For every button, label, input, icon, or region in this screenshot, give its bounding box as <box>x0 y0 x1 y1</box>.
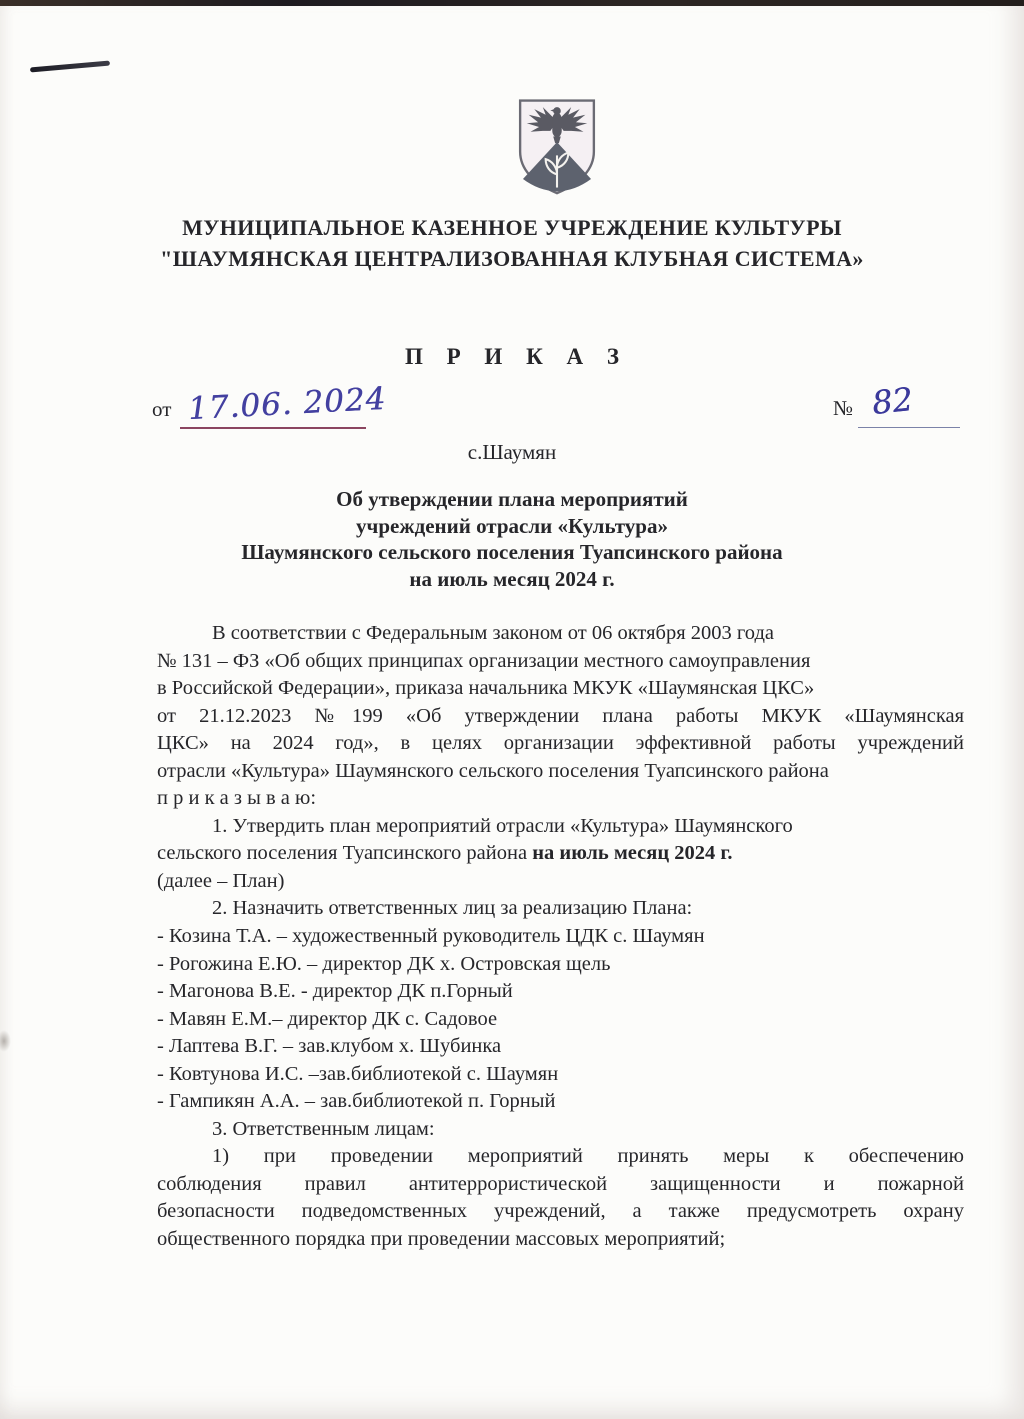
subject-line4: на июль месяц 2024 г. <box>409 566 615 591</box>
body-line: № 131 – ФЗ «Об общих принципах организации местного самоуправления <box>157 649 811 672</box>
subject-line2: учреждений отрасли «Культура» <box>356 513 668 538</box>
order-body <box>157 620 964 1254</box>
responsible-person: - Магонова В.Е. - директор ДК п.Горный <box>157 980 513 1003</box>
subitem-line: 1) при проведении мероприятий принять меры к обеспечению <box>212 1145 964 1168</box>
responsible-person: - Мавян Е.М.– директор ДК с. Садовое <box>157 1007 498 1030</box>
body-line: В соответствии с Федеральным законом от 06 октября 2003 года <box>212 622 774 644</box>
handwritten-date: 17.06. 2024 <box>187 380 388 428</box>
smudge-artifact <box>0 1030 11 1052</box>
responsible-person: - Гампикян А.А. – зав.библиотекой п. Горный <box>157 1090 556 1113</box>
subject-line1: Об утверждении плана мероприятий <box>336 487 688 511</box>
body-line: ЦКС» на 2024 год», в целях организации эффективной работы учреждений <box>157 732 964 755</box>
place-name: с.Шаумян <box>467 440 557 464</box>
item1-line3: (далее – План) <box>157 869 285 892</box>
subitem-line: безопасности подведомственных учреждений, а также предусмотреть охрану <box>157 1200 964 1223</box>
handwritten-number: 82 <box>870 379 915 423</box>
number-underline <box>858 427 960 428</box>
item1-line2-bold: на июль месяц 2024 г. <box>527 842 733 865</box>
subject-line3: Шаумянского сельского поселения Туапсинского района <box>241 540 783 564</box>
body-line: в Российской Федерации», приказа начальника МКУК «Шаумянская ЦКС» <box>157 677 815 700</box>
subitem-line: общественного порядка при проведении массовых мероприятий; <box>157 1228 726 1251</box>
item1-line2-normal: сельского поселения Туапсинского района <box>157 842 528 865</box>
coat-of-arms-icon <box>514 93 600 197</box>
body-line: отрасли «Культура» Шаумянского сельского поселения Туапсинского района <box>157 759 829 782</box>
subitem-line: соблюдения правил антитеррористической защищенности и пожарной <box>157 1172 964 1195</box>
organization-name-line1: МУНИЦИПАЛЬНОЕ КАЗЕННОЕ УЧРЕЖДЕНИЕ КУЛЬТУРЫ <box>182 215 842 240</box>
responsible-person: - Рогожина Е.Ю. – директор ДК х. Островская щель <box>157 952 611 975</box>
scan-edge-artifact <box>0 0 1024 6</box>
organization-name <box>0 212 1024 274</box>
responsible-person: - Козина Т.А. – художественный руководитель ЦДК с. Шаумян <box>157 925 705 948</box>
date-label: от <box>152 397 172 421</box>
document-type-title: П Р И К А З <box>404 344 628 369</box>
organization-name-line2: "ШАУМЯНСКАЯ ЦЕНТРАЛИЗОВАННАЯ КЛУБНАЯ СИСТЕМА» <box>160 246 864 271</box>
number-label: № <box>833 396 854 420</box>
item2-line: 2. Назначить ответственных лиц за реализацию Плана: <box>212 897 693 920</box>
body-line: от 21.12.2023 №199 «Об утверждении плана работы МКУК «Шаумянская <box>157 704 964 727</box>
item3-line: 3. Ответственным лицам: <box>212 1117 435 1140</box>
item1-line2 <box>157 840 964 868</box>
decree-word: п р и к а з ы в а ю: <box>157 787 317 810</box>
responsible-person: - Ковтунова И.С. –зав.библиотекой с. Шаумян <box>157 1062 559 1085</box>
pen-mark-artifact <box>30 61 110 73</box>
order-subject <box>0 486 1024 592</box>
item1-line1: 1. Утвердить план мероприятий отрасли «Культура» Шаумянского <box>212 814 793 837</box>
date-underline <box>180 427 366 429</box>
responsible-person: - Лаптева В.Г. – зав.клубом х. Шубинка <box>157 1035 502 1058</box>
